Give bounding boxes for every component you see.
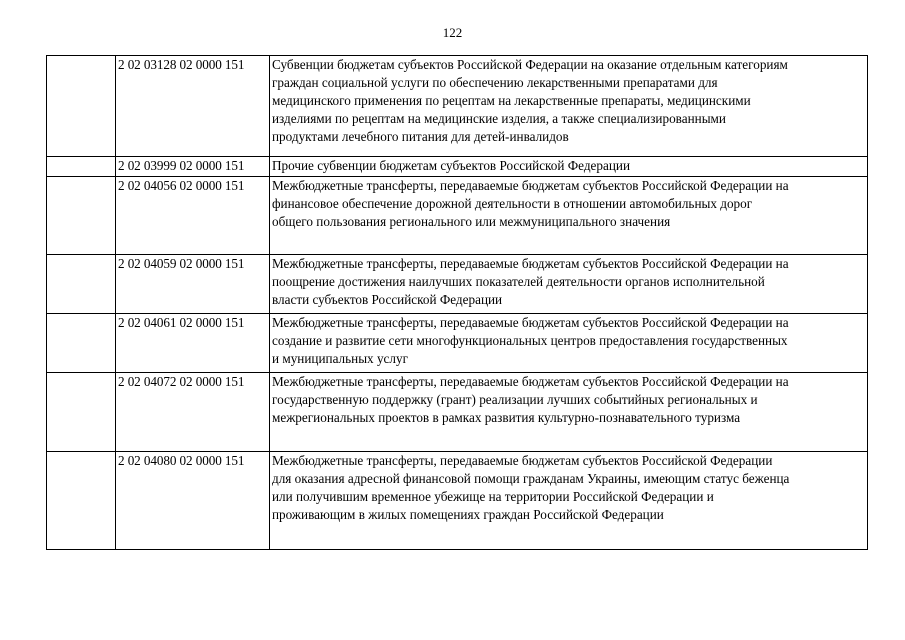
description-cell [270,373,868,452]
description-line: Субвенции бюджетам субъектов Российской Федерации на оказание отдельным категориям [272,57,788,72]
description-line: продуктами лечебного питания для детей-инвалидов [272,129,569,144]
description-line: Межбюджетные трансферты, передаваемые бюджетам субъектов Российской Федерации на [272,178,789,193]
description-cell [270,314,868,373]
budget-code-cell: 2 02 04059 02 0000 151 [116,255,270,314]
admin-code-cell [47,177,116,255]
description-line: Прочие субвенции бюджетам субъектов Российской Федерации [272,158,631,173]
budget-code-cell: 2 02 04061 02 0000 151 [116,314,270,373]
table-row [47,157,868,177]
table-row [47,314,868,373]
description-line: медицинского применения по рецептам на лекарственные препараты, медицинскими [272,93,751,108]
description-line: изделиями по рецептам на медицинские изделия, а также специализированными [272,111,726,126]
description-line: создание и развитие сети многофункциональных центров предоставления государственных [272,333,788,348]
description-line: поощрение достижения наилучших показателей деятельности органов исполнительной [272,274,765,289]
description-line: или получившим временное убежище на территории Российской Федерации и [272,489,714,504]
budget-code-cell: 2 02 04072 02 0000 151 [116,373,270,452]
description-line: Межбюджетные трансферты, передаваемые бюджетам субъектов Российской Федерации на [272,374,789,389]
description-line: Межбюджетные трансферты, передаваемые бюджетам субъектов Российской Федерации [272,453,773,468]
description-line: межрегиональных проектов в рамках развития культурно-познавательного туризма [272,410,741,425]
admin-code-cell [47,452,116,550]
description-line: Межбюджетные трансферты, передаваемые бюджетам субъектов Российской Федерации на [272,256,789,271]
budget-classification-table [46,55,868,550]
budget-code-cell: 2 02 03128 02 0000 151 [116,56,270,157]
description-line: для оказания адресной финансовой помощи гражданам Украины, имеющим статус беженца [272,471,790,486]
description-cell [270,452,868,550]
table-row [47,177,868,255]
budget-code-cell: 2 02 04056 02 0000 151 [116,177,270,255]
page-number: 122 [442,25,463,40]
description-line: финансовое обеспечение дорожной деятельности в отношении автомобильных дорог [272,196,753,211]
description-line: власти субъектов Российской Федерации [272,292,503,307]
admin-code-cell [47,255,116,314]
description-cell [270,255,868,314]
description-line: государственную поддержку (грант) реализации лучших событийных региональных и [272,392,758,407]
budget-code-cell: 2 02 03999 02 0000 151 [116,157,270,177]
admin-code-cell [47,56,116,157]
description-line: граждан социальной услуги по обеспечению лекарственными препаратами для [272,75,718,90]
description-line: общего пользования регионального или межмуниципального значения [272,214,671,229]
description-line: Межбюджетные трансферты, передаваемые бюджетам субъектов Российской Федерации на [272,315,789,330]
table-row [47,56,868,157]
description-line: проживающим в жилых помещениях граждан Российской Федерации [272,507,664,522]
admin-code-cell [47,314,116,373]
description-line: и муниципальных услуг [272,351,408,366]
admin-code-cell [47,157,116,177]
description-cell [270,56,868,157]
table-body [47,56,868,550]
budget-code-cell: 2 02 04080 02 0000 151 [116,452,270,550]
admin-code-cell [47,373,116,452]
table-row [47,373,868,452]
table-row [47,452,868,550]
description-cell [270,157,868,177]
table-row [47,255,868,314]
description-cell [270,177,868,255]
